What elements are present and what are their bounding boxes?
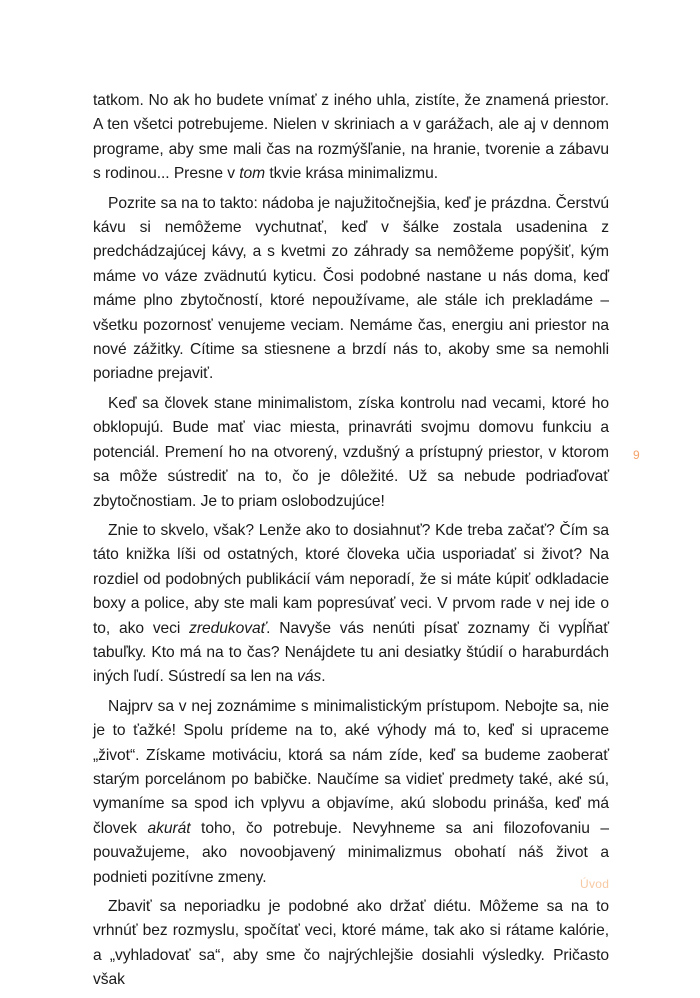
emphasis-text: vás bbox=[297, 668, 322, 686]
paragraph bbox=[93, 89, 609, 187]
paragraph bbox=[93, 695, 609, 890]
text-run: tatkom. No ak ho budete vnímať z iného uhla, zistíte, že znamená priestor. A ten všetci potrebujeme. Nielen v skriniach a v garážach, ale aj v dennom programe, aby sme mali čas na rozmýšľanie, na hranie, tvorenie a zábavu s rodinou... Presne v bbox=[93, 92, 609, 183]
paragraph bbox=[93, 519, 609, 690]
text-run: . bbox=[321, 668, 326, 686]
text-run: Zbaviť sa neporiadku je podobné ako držať diétu. Môžeme sa na to vrhnúť bez rozmyslu, spočítať veci, ktoré máme, tak ako si rátame kalórie, a „vyhladovať sa“, aby sme čo najrýchlejšie dosiahli výsledky. Pričasto však bbox=[93, 898, 609, 989]
body-text bbox=[93, 89, 609, 998]
emphasis-text: akurát bbox=[147, 819, 191, 837]
text-run: tkvie krása minimalizmu. bbox=[265, 165, 439, 183]
text-run: Najprv sa v nej zoznámime s minimalistickým prístupom. Nebojte sa, nie je to ťažké! Spolu prídeme na to, aké výhody má to, keď si upraceme „život“. Získame motiváciu, ktorá sa nám zíde, keď sa budeme zaoberať starým porcelánom po babičke. Naučíme sa vidieť predmety také, aké sú, vymaníme sa spod ich vplyvu a objavíme, akú slobodu prináša, keď má človek bbox=[93, 697, 609, 837]
emphasis-text: zredukovať bbox=[189, 619, 267, 637]
running-footer: Úvod bbox=[580, 877, 610, 891]
text-run: . Navyše vás nenúti písať zoznamy či vypĺňať tabuľky. Kto má na to čas? Nenájdete tu ani desiatky štúdií o haraburdách iných ľudí. Sústredí sa len na bbox=[93, 619, 609, 686]
text-run: Znie to skvelo, však? Lenže ako to dosiahnuť? Kde treba začať? Čím sa táto knižka líši od ostatných, ktoré človeka učia usporiadať si život? Na rozdiel od podobných publikácií vám neporadí, že si máte kúpiť odkladacie boxy a police, aby ste mali kam popresúvať veci. V prvom rade v nej ide o to, ako veci bbox=[93, 521, 609, 637]
page-number: 9 bbox=[633, 448, 640, 462]
paragraph bbox=[93, 895, 609, 993]
paragraph bbox=[93, 192, 609, 387]
text-run: Keď sa človek stane minimalistom, získa kontrolu nad vecami, ktoré ho obklopujú. Bude mať viac miesta, prinavráti svojmu domovu funkciu a potenciál. Premení ho na otvorený, vzdušný a prístupný priestor, v ktorom sa môže sústrediť na to, čo je dôležité. Už sa nebude podriaďovať zbytočnostiam. Je to priam oslobodzujúce! bbox=[93, 394, 609, 510]
emphasis-text: tom bbox=[239, 165, 266, 183]
text-run: toho, čo potrebuje. Nevyhneme sa ani filozofovaniu – pouvažujeme, ako novoobjavený minimalizmus obohatí náš život a podnieti pozitívne zmeny. bbox=[93, 819, 609, 886]
paragraph bbox=[93, 392, 609, 514]
text-run: Pozrite sa na to takto: nádoba je najužitočnejšia, keď je prázdna. Čerstvú kávu si nemôžeme vychutnať, keď v šálke zostala usadenina z predchádzajúcej kávy, a s kvetmi zo záhrady sa nemôžeme popýšiť, kým máme vo váze zvädnutú kyticu. Čosi podobné nastane u nás doma, keď máme plno zbytočností, ktoré nepoužívame, ale stále ich prekladáme – všetku pozornosť venujeme veciam. Nemáme čas, energiu ani priestor na nové zážitky. Cítime sa stiesnene a brzdí nás to, akoby sme sa nemohli poriadne prejaviť. bbox=[93, 194, 609, 383]
